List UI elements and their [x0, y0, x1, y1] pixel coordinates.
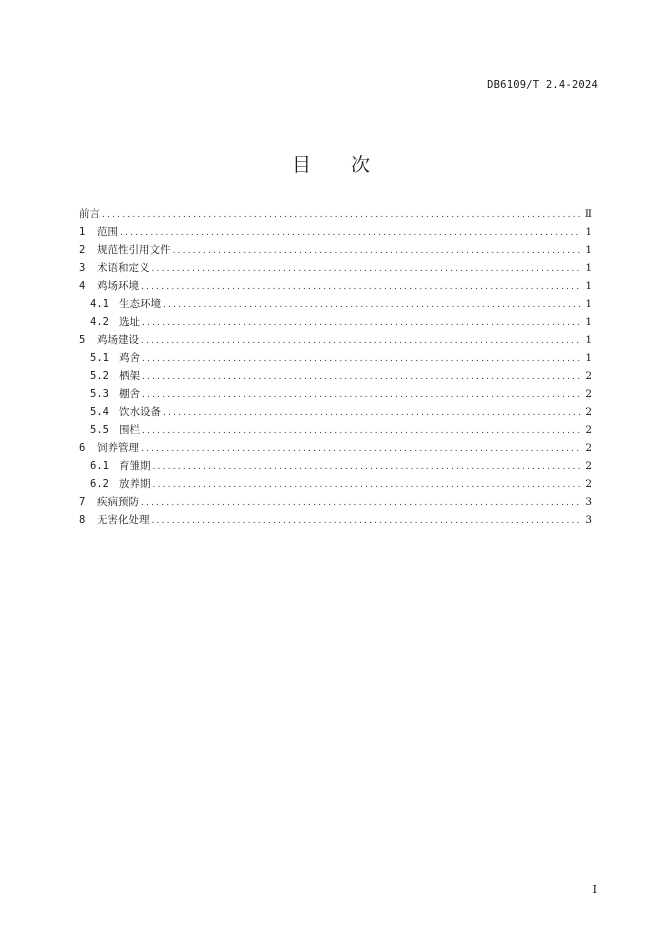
- toc-dot-leader: [152, 512, 582, 530]
- toc-title-char-1: 目: [291, 154, 311, 176]
- toc-dot-leader: [153, 458, 582, 476]
- toc-dot-leader: [120, 224, 581, 242]
- toc-entry-number: 8: [79, 514, 86, 526]
- toc-entry[interactable]: [79, 205, 592, 223]
- toc-entry-number: 5.3: [90, 388, 109, 400]
- toc-entry-title: 术语和定义: [97, 262, 150, 274]
- toc-entry-page: 1: [585, 226, 592, 238]
- toc-entry-number: 1: [79, 226, 86, 238]
- toc-entry[interactable]: [79, 385, 592, 403]
- toc-entry-page: 1: [585, 298, 592, 310]
- toc-entry[interactable]: [79, 313, 592, 331]
- toc-entry-title: 育雏期: [119, 460, 151, 472]
- toc-entry-number: 2: [79, 244, 86, 256]
- document-code: DB6109/T 2.4-2024: [487, 79, 598, 91]
- toc-entry-title: 鸡舍: [119, 352, 140, 364]
- toc-entry-page: 2: [585, 406, 592, 418]
- toc-entry-title: 前言: [79, 208, 100, 220]
- toc-dot-leader: [153, 476, 582, 494]
- toc-entry-title: 栖架: [119, 370, 140, 382]
- toc-dot-leader: [141, 332, 581, 350]
- toc-entry[interactable]: [79, 241, 592, 259]
- toc-entry-page: Ⅱ: [584, 208, 592, 220]
- toc-entry-title: 鸡场环境: [97, 280, 139, 292]
- toc-entry[interactable]: [79, 349, 592, 367]
- toc-entry-number: 5: [79, 334, 86, 346]
- toc-entry-title: 棚舍: [119, 388, 140, 400]
- toc-entry-title: 鸡场建设: [97, 334, 139, 346]
- toc-entry-title: 无害化处理: [97, 514, 150, 526]
- toc-entry-number: 5.5: [90, 424, 109, 436]
- toc-entry-number: 6.2: [90, 478, 109, 490]
- toc-dot-leader: [142, 422, 581, 440]
- toc-entry-page: 3: [585, 514, 592, 526]
- toc-entry-number: 5.2: [90, 370, 109, 382]
- table-of-contents: [79, 205, 592, 529]
- toc-entry-number: 4.1: [90, 298, 109, 310]
- toc-entry-number: 4.2: [90, 316, 109, 328]
- toc-dot-leader: [141, 278, 581, 296]
- toc-dot-leader: [142, 386, 581, 404]
- toc-entry-number: 5.4: [90, 406, 109, 418]
- toc-entry-page: 2: [585, 460, 592, 472]
- toc-dot-leader: [142, 368, 581, 386]
- toc-entry-page: 1: [585, 334, 592, 346]
- toc-dot-leader: [152, 260, 582, 278]
- toc-entry-number: 3: [79, 262, 86, 274]
- toc-entry-page: 1: [585, 316, 592, 328]
- toc-entry-page: 2: [585, 478, 592, 490]
- toc-entry[interactable]: [79, 331, 592, 349]
- toc-title: [0, 150, 662, 177]
- toc-entry-page: 2: [585, 388, 592, 400]
- toc-entry-title: 疾病预防: [97, 496, 139, 508]
- toc-entry[interactable]: [79, 367, 592, 385]
- toc-entry-title: 生态环境: [119, 298, 161, 310]
- toc-entry[interactable]: [79, 277, 592, 295]
- toc-entry[interactable]: [79, 511, 592, 529]
- toc-entry-title: 范围: [97, 226, 118, 238]
- toc-entry[interactable]: [79, 223, 592, 241]
- toc-dot-leader: [102, 206, 581, 224]
- toc-dot-leader: [141, 440, 581, 458]
- toc-dot-leader: [142, 350, 581, 368]
- toc-entry-page: 1: [585, 352, 592, 364]
- toc-entry-page: 3: [585, 496, 592, 508]
- toc-entry-title: 规范性引用文件: [97, 244, 171, 256]
- page-number: I: [592, 883, 597, 896]
- toc-entry-title: 选址: [119, 316, 140, 328]
- toc-entry-title: 饲养管理: [97, 442, 139, 454]
- toc-entry-page: 1: [585, 280, 592, 292]
- toc-dot-leader: [163, 404, 581, 422]
- toc-entry[interactable]: [79, 439, 592, 457]
- toc-dot-leader: [142, 314, 581, 332]
- toc-dot-leader: [163, 296, 581, 314]
- toc-entry-number: 4: [79, 280, 86, 292]
- toc-entry-page: 1: [585, 262, 592, 274]
- toc-dot-leader: [173, 242, 582, 260]
- toc-entry-number: 5.1: [90, 352, 109, 364]
- toc-entry-number: 6.1: [90, 460, 109, 472]
- toc-entry-number: 6: [79, 442, 86, 454]
- toc-entry-title: 围栏: [119, 424, 140, 436]
- toc-entry-page: 1: [585, 244, 592, 256]
- toc-entry[interactable]: [79, 421, 592, 439]
- toc-entry-number: 7: [79, 496, 86, 508]
- toc-entry[interactable]: [79, 475, 592, 493]
- toc-entry[interactable]: [79, 457, 592, 475]
- toc-entry-page: 2: [585, 424, 592, 436]
- toc-entry-title: 放养期: [119, 478, 151, 490]
- toc-entry[interactable]: [79, 295, 592, 313]
- toc-entry[interactable]: [79, 259, 592, 277]
- toc-entry-page: 2: [585, 442, 592, 454]
- toc-entry[interactable]: [79, 493, 592, 511]
- toc-entry[interactable]: [79, 403, 592, 421]
- toc-dot-leader: [141, 494, 581, 512]
- toc-entry-page: 2: [585, 370, 592, 382]
- toc-title-char-2: 次: [351, 154, 371, 176]
- toc-entry-title: 饮水设备: [119, 406, 161, 418]
